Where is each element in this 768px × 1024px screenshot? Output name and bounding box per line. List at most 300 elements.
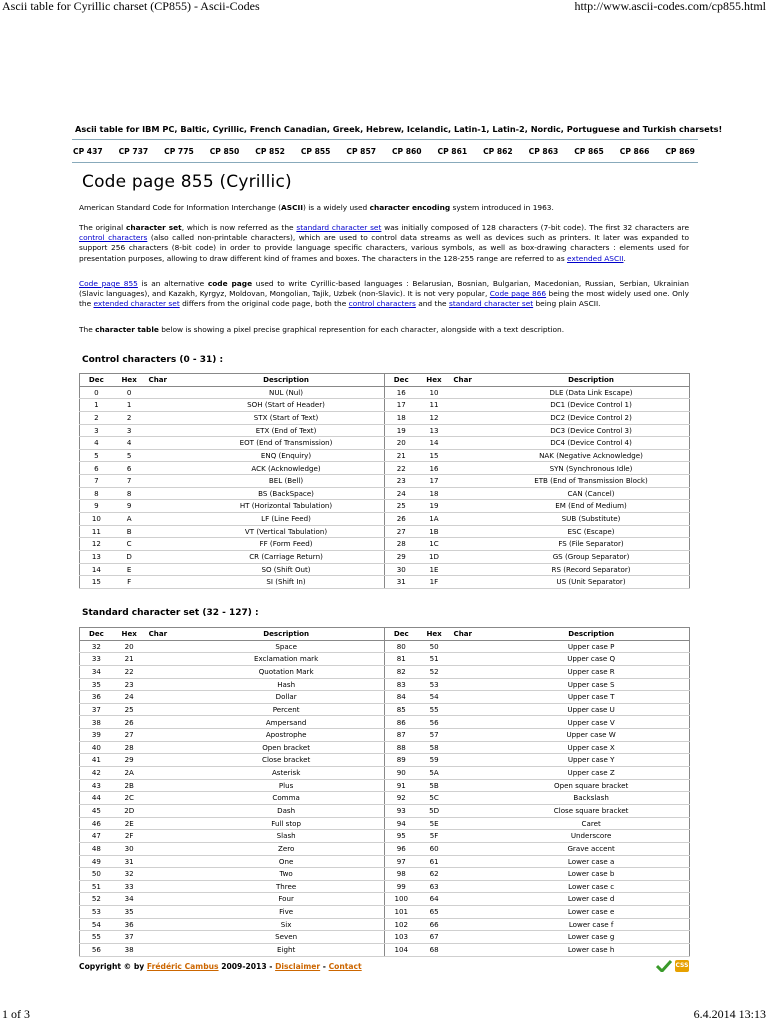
char-cell: [146, 399, 189, 412]
dec-cell: 36: [80, 691, 113, 704]
description-cell: ACK (Acknowledge): [188, 462, 384, 475]
css-valid-badge[interactable]: CSS: [675, 960, 689, 972]
hex-cell: 64: [418, 893, 451, 906]
hex-cell: D: [113, 550, 146, 563]
text: ) is a widely used: [303, 203, 370, 212]
table-row: [80, 437, 690, 450]
column-header-char: Char: [146, 374, 189, 387]
dec-cell: 38: [80, 716, 113, 729]
hex-cell: 2F: [113, 830, 146, 843]
column-header-char: Char: [450, 374, 493, 387]
dec-cell: 44: [80, 792, 113, 805]
char-cell: [451, 653, 494, 666]
bold-term: ASCII: [281, 203, 303, 212]
hex-cell: 5: [113, 449, 146, 462]
dec-cell: 88: [384, 741, 417, 754]
print-date: 6.4.2014 13:13: [693, 1007, 766, 1021]
nav-cp-861[interactable]: CP 861: [437, 147, 468, 156]
table-row: [80, 931, 690, 944]
dec-cell: 35: [80, 678, 113, 691]
char-cell: [146, 906, 189, 919]
table-header-row: [80, 628, 690, 641]
table-row: [80, 868, 690, 881]
dec-cell: 95: [384, 830, 417, 843]
char-cell: [450, 462, 493, 475]
char-cell: [451, 804, 494, 817]
char-cell: [146, 513, 189, 526]
hex-cell: 52: [418, 665, 451, 678]
char-cell: [451, 830, 494, 843]
hex-cell: 9: [113, 500, 146, 513]
table-row: [80, 665, 690, 678]
description-cell: Apostrophe: [188, 729, 384, 742]
description-cell: Caret: [493, 817, 689, 830]
column-header-dec: Dec: [384, 374, 417, 387]
char-cell: [450, 475, 493, 488]
link-control-characters[interactable]: control characters: [79, 233, 148, 243]
description-cell: Lower case e: [493, 906, 689, 919]
table-row: [80, 691, 690, 704]
hex-cell: 27: [113, 729, 146, 742]
site-tagline: Ascii table for IBM PC, Baltic, Cyrillic, French Canadian, Greek, Hebrew, Icelandic, Latin-1, Latin-2, Nordic, Portuguese and Turkish charsets!: [75, 124, 723, 134]
hex-cell: 21: [113, 653, 146, 666]
hex-cell: 4: [113, 437, 146, 450]
table-row: [80, 893, 690, 906]
text: was initially composed of 128 characters (7-bit code). The first 32 characters are: [381, 223, 689, 232]
page-title: Code page 855 (Cyrillic): [82, 172, 292, 192]
dec-cell: 99: [384, 880, 417, 893]
table-row: [80, 411, 690, 424]
hex-cell: 19: [418, 500, 451, 513]
description-cell: CR (Carriage Return): [188, 550, 384, 563]
hex-cell: 5C: [418, 792, 451, 805]
dec-cell: 103: [384, 931, 417, 944]
table-row: [80, 830, 690, 843]
description-cell: SO (Shift Out): [188, 563, 384, 576]
hex-cell: 60: [418, 842, 451, 855]
hex-cell: 2A: [113, 767, 146, 780]
hex-cell: 1D: [418, 550, 451, 563]
divider: [72, 139, 698, 140]
dec-cell: 51: [80, 880, 113, 893]
hex-cell: 62: [418, 868, 451, 881]
hex-cell: 5F: [418, 830, 451, 843]
text: The original: [79, 223, 126, 232]
nav-cp-865[interactable]: CP 865: [574, 147, 604, 156]
description-cell: Eight: [188, 944, 384, 957]
description-cell: DLE (Data Link Escape): [493, 386, 689, 399]
nav-cp-866[interactable]: CP 866: [619, 147, 650, 156]
column-header-dec: Dec: [384, 628, 417, 641]
description-cell: NAK (Negative Acknowledge): [493, 449, 689, 462]
char-cell: [146, 729, 189, 742]
description-cell: FF (Form Feed): [188, 538, 384, 551]
table-row: [80, 576, 690, 589]
hex-cell: 8: [113, 487, 146, 500]
char-cell: [451, 729, 494, 742]
intro-paragraph: [79, 203, 689, 213]
contact-link[interactable]: Contact: [328, 962, 362, 971]
char-cell: [146, 817, 189, 830]
hex-cell: 33: [113, 880, 146, 893]
dec-cell: 12: [80, 538, 113, 551]
column-header-dec: Dec: [80, 628, 113, 641]
hex-cell: 10: [418, 386, 451, 399]
char-cell: [450, 500, 493, 513]
dec-cell: 96: [384, 842, 417, 855]
dec-cell: 101: [384, 906, 417, 919]
hex-cell: 11: [418, 399, 451, 412]
description-cell: DC2 (Device Control 2): [493, 411, 689, 424]
dec-cell: 91: [384, 779, 417, 792]
char-cell: [451, 931, 494, 944]
hex-cell: 7: [113, 475, 146, 488]
dec-cell: 86: [384, 716, 417, 729]
text: 2009-2013 -: [218, 962, 276, 971]
description-cell: Hash: [188, 678, 384, 691]
dec-cell: 9: [80, 500, 113, 513]
description-cell: Open bracket: [188, 741, 384, 754]
table-row: [80, 716, 690, 729]
text: , which is now referred as the: [181, 223, 297, 232]
dec-cell: 22: [384, 462, 417, 475]
print-footer: [0, 1006, 768, 1024]
nav-cp-857[interactable]: CP 857: [346, 147, 377, 156]
description-cell: EM (End of Medium): [493, 500, 689, 513]
text: system introduced in 1963.: [450, 203, 554, 212]
dec-cell: 28: [384, 538, 417, 551]
hex-cell: 1F: [418, 576, 451, 589]
dec-cell: 43: [80, 779, 113, 792]
hex-cell: 51: [418, 653, 451, 666]
char-cell: [146, 691, 189, 704]
description-cell: Upper case S: [493, 678, 689, 691]
char-cell: [146, 386, 189, 399]
dec-cell: 13: [80, 550, 113, 563]
text: and the: [415, 299, 449, 309]
description-cell: ENQ (Enquiry): [188, 449, 384, 462]
description-cell: RS (Record Separator): [493, 563, 689, 576]
hex-cell: 65: [418, 906, 451, 919]
nav-cp-862[interactable]: CP 862: [483, 147, 513, 156]
table-row: [80, 767, 690, 780]
description-cell: Close square bracket: [493, 804, 689, 817]
hex-cell: 22: [113, 665, 146, 678]
hex-cell: 35: [113, 906, 146, 919]
char-cell: [450, 538, 493, 551]
dec-cell: 50: [80, 868, 113, 881]
dec-cell: 41: [80, 754, 113, 767]
table-row: [80, 842, 690, 855]
char-cell: [451, 767, 494, 780]
hex-cell: 67: [418, 931, 451, 944]
table-row: [80, 424, 690, 437]
description-cell: BEL (Bell): [188, 475, 384, 488]
char-cell: [146, 918, 189, 931]
table-row: [80, 449, 690, 462]
char-cell: [451, 703, 494, 716]
description-cell: HT (Horizontal Tabulation): [188, 500, 384, 513]
char-cell: [450, 449, 493, 462]
dec-cell: 53: [80, 906, 113, 919]
dec-cell: 100: [384, 893, 417, 906]
char-cell: [450, 513, 493, 526]
table-row: [80, 804, 690, 817]
disclaimer-link[interactable]: Disclaimer: [275, 962, 321, 971]
valid-check-icon[interactable]: [656, 960, 672, 972]
nav-cp-869[interactable]: CP 869: [665, 147, 695, 156]
character-table-paragraph: [79, 325, 689, 335]
dec-cell: 26: [384, 513, 417, 526]
hex-cell: 66: [418, 918, 451, 931]
dec-cell: 80: [384, 640, 417, 653]
table-row: [80, 525, 690, 538]
table-row: [80, 855, 690, 868]
dec-cell: 32: [80, 640, 113, 653]
hex-cell: 2E: [113, 817, 146, 830]
description-cell: Lower case a: [493, 855, 689, 868]
hex-cell: 68: [418, 944, 451, 957]
link-extended-character-set[interactable]: extended character set: [93, 299, 180, 309]
char-cell: [451, 779, 494, 792]
description-cell: Three: [188, 880, 384, 893]
link-code-page-866[interactable]: Code page 866: [489, 289, 547, 299]
table-row: [80, 538, 690, 551]
dec-cell: 47: [80, 830, 113, 843]
description-cell: Quotation Mark: [188, 665, 384, 678]
table-row: [80, 779, 690, 792]
char-cell: [451, 944, 494, 957]
dec-cell: 23: [384, 475, 417, 488]
hex-cell: 2: [113, 411, 146, 424]
print-header: [0, 0, 768, 14]
description-cell: Six: [188, 918, 384, 931]
column-header-desc: Description: [493, 628, 689, 641]
char-cell: [450, 525, 493, 538]
dec-cell: 42: [80, 767, 113, 780]
char-cell: [451, 906, 494, 919]
description-cell: EOT (End of Transmission): [188, 437, 384, 450]
table-row: [80, 944, 690, 957]
dec-cell: 27: [384, 525, 417, 538]
table-row: [80, 754, 690, 767]
hex-cell: 2D: [113, 804, 146, 817]
char-cell: [451, 665, 494, 678]
nav-cp-852[interactable]: CP 852: [255, 147, 285, 156]
description-cell: SOH (Start of Header): [188, 399, 384, 412]
description-cell: Grave accent: [493, 842, 689, 855]
char-cell: [146, 525, 189, 538]
char-cell: [146, 678, 189, 691]
table-row: [80, 703, 690, 716]
dec-cell: 24: [384, 487, 417, 500]
hex-cell: 26: [113, 716, 146, 729]
dec-cell: 25: [384, 500, 417, 513]
nav-cp-855[interactable]: CP 855: [300, 147, 331, 156]
hex-cell: 1E: [418, 563, 451, 576]
text: is an alternative: [137, 279, 208, 288]
char-cell: [146, 767, 189, 780]
char-cell: [451, 855, 494, 868]
char-cell: [451, 691, 494, 704]
hex-cell: 13: [418, 424, 451, 437]
char-cell: [146, 665, 189, 678]
hex-cell: B: [113, 525, 146, 538]
dec-cell: 104: [384, 944, 417, 957]
char-cell: [146, 754, 189, 767]
hex-cell: 30: [113, 842, 146, 855]
description-cell: VT (Vertical Tabulation): [188, 525, 384, 538]
hex-cell: 23: [113, 678, 146, 691]
char-cell: [146, 893, 189, 906]
description-cell: Upper case U: [493, 703, 689, 716]
dec-cell: 21: [384, 449, 417, 462]
link-code-page-855[interactable]: Code page 855: [79, 279, 138, 288]
dec-cell: 89: [384, 754, 417, 767]
dec-cell: 17: [384, 399, 417, 412]
char-cell: [451, 716, 494, 729]
hex-cell: 12: [418, 411, 451, 424]
link-standard-character-set[interactable]: standard character set: [296, 223, 382, 232]
char-cell: [450, 550, 493, 563]
char-cell: [450, 487, 493, 500]
dec-cell: 94: [384, 817, 417, 830]
description-cell: ESC (Escape): [493, 525, 689, 538]
table-header-row: [80, 374, 690, 387]
dec-cell: 29: [384, 550, 417, 563]
dec-cell: 15: [80, 576, 113, 589]
description-cell: Upper case Y: [493, 754, 689, 767]
description-cell: Plus: [188, 779, 384, 792]
char-cell: [146, 500, 189, 513]
dec-cell: 85: [384, 703, 417, 716]
table-row: [80, 653, 690, 666]
description-cell: DC1 (Device Control 1): [493, 399, 689, 412]
hex-cell: 6: [113, 462, 146, 475]
dec-cell: 31: [384, 576, 417, 589]
nav-cp-850[interactable]: CP 850: [209, 147, 240, 156]
char-cell: [146, 804, 189, 817]
control-characters-table: [79, 373, 690, 589]
description-cell: Two: [188, 868, 384, 881]
dec-cell: 19: [384, 424, 417, 437]
copyright: [79, 962, 362, 971]
dec-cell: 81: [384, 653, 417, 666]
description-cell: SI (Shift In): [188, 576, 384, 589]
nav-cp-437[interactable]: CP 437: [73, 147, 103, 156]
description-cell: Dollar: [188, 691, 384, 704]
hex-cell: 38: [113, 944, 146, 957]
description-cell: DC4 (Device Control 4): [493, 437, 689, 450]
table-row: [80, 563, 690, 576]
dec-cell: 98: [384, 868, 417, 881]
char-cell: [450, 399, 493, 412]
link-control-characters[interactable]: control characters: [348, 299, 416, 309]
dec-cell: 20: [384, 437, 417, 450]
dec-cell: 5: [80, 449, 113, 462]
hex-cell: 56: [418, 716, 451, 729]
char-cell: [146, 703, 189, 716]
hex-cell: 5A: [418, 767, 451, 780]
char-cell: [451, 678, 494, 691]
hex-cell: A: [113, 513, 146, 526]
char-cell: [146, 462, 189, 475]
hex-cell: 28: [113, 741, 146, 754]
dec-cell: 102: [384, 918, 417, 931]
char-cell: [451, 893, 494, 906]
description-cell: Ampersand: [188, 716, 384, 729]
author-link[interactable]: Frédéric Cambus: [146, 962, 219, 971]
hex-cell: 37: [113, 931, 146, 944]
nav-cp-775[interactable]: CP 775: [164, 147, 194, 156]
table-row: [80, 729, 690, 742]
column-header-desc: Description: [188, 374, 384, 387]
hex-cell: 5D: [418, 804, 451, 817]
dec-cell: 54: [80, 918, 113, 931]
description-cell: CAN (Cancel): [493, 487, 689, 500]
nav-cp-737[interactable]: CP 737: [118, 147, 149, 156]
char-cell: [450, 411, 493, 424]
hex-cell: 16: [418, 462, 451, 475]
description-cell: Zero: [188, 842, 384, 855]
description-cell: Open square bracket: [493, 779, 689, 792]
hex-cell: 1B: [418, 525, 451, 538]
hex-cell: 57: [418, 729, 451, 742]
description-cell: Underscore: [493, 830, 689, 843]
description-cell: Upper case X: [493, 741, 689, 754]
hex-cell: 3: [113, 424, 146, 437]
char-cell: [451, 792, 494, 805]
hex-cell: 5B: [418, 779, 451, 792]
nav-cp-863[interactable]: CP 863: [528, 147, 559, 156]
dec-cell: 14: [80, 563, 113, 576]
table-row: [80, 906, 690, 919]
column-header-dec: Dec: [80, 374, 113, 387]
link-standard-character-set[interactable]: standard character set: [448, 299, 534, 309]
char-cell: [146, 475, 189, 488]
code-page-paragraph: [79, 279, 689, 310]
dec-cell: 16: [384, 386, 417, 399]
dec-cell: 87: [384, 729, 417, 742]
nav-cp-860[interactable]: CP 860: [391, 147, 422, 156]
description-cell: Upper case P: [493, 640, 689, 653]
char-cell: [146, 716, 189, 729]
link-extended-ascii[interactable]: extended ASCII: [567, 253, 624, 263]
text: being plain ASCII.: [533, 299, 601, 309]
hex-cell: 5E: [418, 817, 451, 830]
description-cell: SUB (Substitute): [493, 513, 689, 526]
print-url: http://www.ascii-codes.com/cp855.html: [574, 0, 766, 13]
character-set-paragraph: [79, 223, 689, 264]
hex-cell: 15: [418, 449, 451, 462]
char-cell: [146, 437, 189, 450]
dec-cell: 56: [80, 944, 113, 957]
char-cell: [451, 754, 494, 767]
description-cell: ETX (End of Text): [188, 424, 384, 437]
dec-cell: 82: [384, 665, 417, 678]
char-cell: [146, 653, 189, 666]
char-cell: [146, 868, 189, 881]
table-row: [80, 640, 690, 653]
standard-characters-heading: Standard character set (32 - 127) :: [82, 608, 259, 618]
char-cell: [146, 741, 189, 754]
dec-cell: 1: [80, 399, 113, 412]
hex-cell: 54: [418, 691, 451, 704]
description-cell: Lower case d: [493, 893, 689, 906]
char-cell: [146, 880, 189, 893]
description-cell: One: [188, 855, 384, 868]
dec-cell: 11: [80, 525, 113, 538]
